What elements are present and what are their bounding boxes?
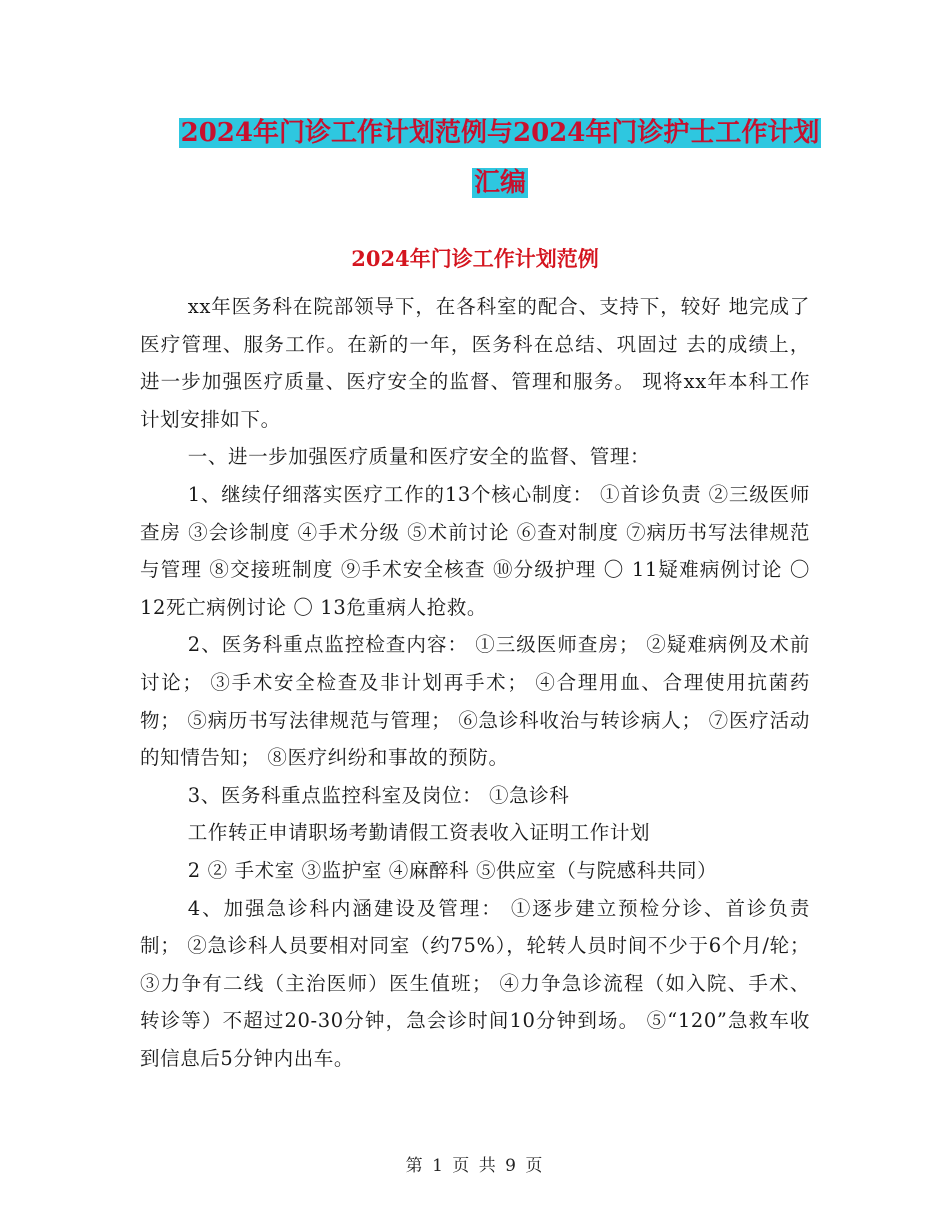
paragraph-item-4: 4、加强急诊科内涵建设及管理： ①逐步建立预检分诊、首诊负责制； ②急诊科人员要相对同室（约75%），轮转人员时间不少于6个月/轮； ③力争有二线（主治医师）医生值班； ④力争急诊流程（如入院、手术、转诊等）不超过20-30分钟，急会诊时间10分钟到场。 ⑤“120”急救车收到信息后5分钟内出车。: [140, 896, 810, 1070]
section-title: 2024年门诊工作计划范例: [351, 246, 599, 271]
paragraph-item-3-cont: 2 ② 手术室 ③监护室 ④麻醉科 ⑤供应室（与院感科共同）: [187, 858, 718, 882]
paragraph-inserted-line: 工作转正申请职场考勤请假工资表收入证明工作计划: [187, 821, 651, 845]
paragraph-heading-1: 一、进一步加强医疗质量和医疗安全的监督、管理：: [187, 445, 651, 469]
paragraph-item-1: 1、继续仔细落实医疗工作的13个核心制度： ①首诊负责 ②三级医师查房 ③会诊制度 ④手术分级 ⑤术前讨论 ⑥查对制度 ⑦病历书写法律规范与管理 ⑧交接班制度 ⑨手术安全核查 ⑩分级护理 〇 11疑难病例讨论 〇 12死亡病例讨论 〇 13危重病人抢救。: [140, 482, 810, 619]
paragraph-item-2: 2、医务科重点监控检查内容： ①三级医师查房； ②疑难病例及术前讨论； ③手术安全检查及非计划再手术； ④合理用血、合理使用抗菌药物； ⑤病历书写法律规范与管理； ⑥急诊科收治与转诊病人； ⑦医疗活动的知情告知； ⑧医疗纠纷和事故的预防。: [140, 633, 810, 770]
document-title: [140, 108, 860, 208]
paragraph-item-3: 3、医务科重点监控科室及岗位： ①急诊科: [187, 783, 570, 807]
page-footer: 第 1 页 共 9 页: [405, 1156, 545, 1176]
document-title-line1: 2024年门诊工作计划范例与2024年门诊护士工作计划: [180, 118, 820, 148]
paragraph-intro: xx年医务科在院部领导下，在各科室的配合、支持下，较好 地完成了医疗管理、服务工作。在新的一年，医务科在总结、巩固过 去的成绩上，进一步加强医疗质量、医疗安全的监督、管理和服务。 现将xx年本科工作计划安排如下。: [140, 295, 810, 431]
document-body: [140, 288, 810, 1077]
document-title-line2: 汇编: [473, 168, 526, 198]
